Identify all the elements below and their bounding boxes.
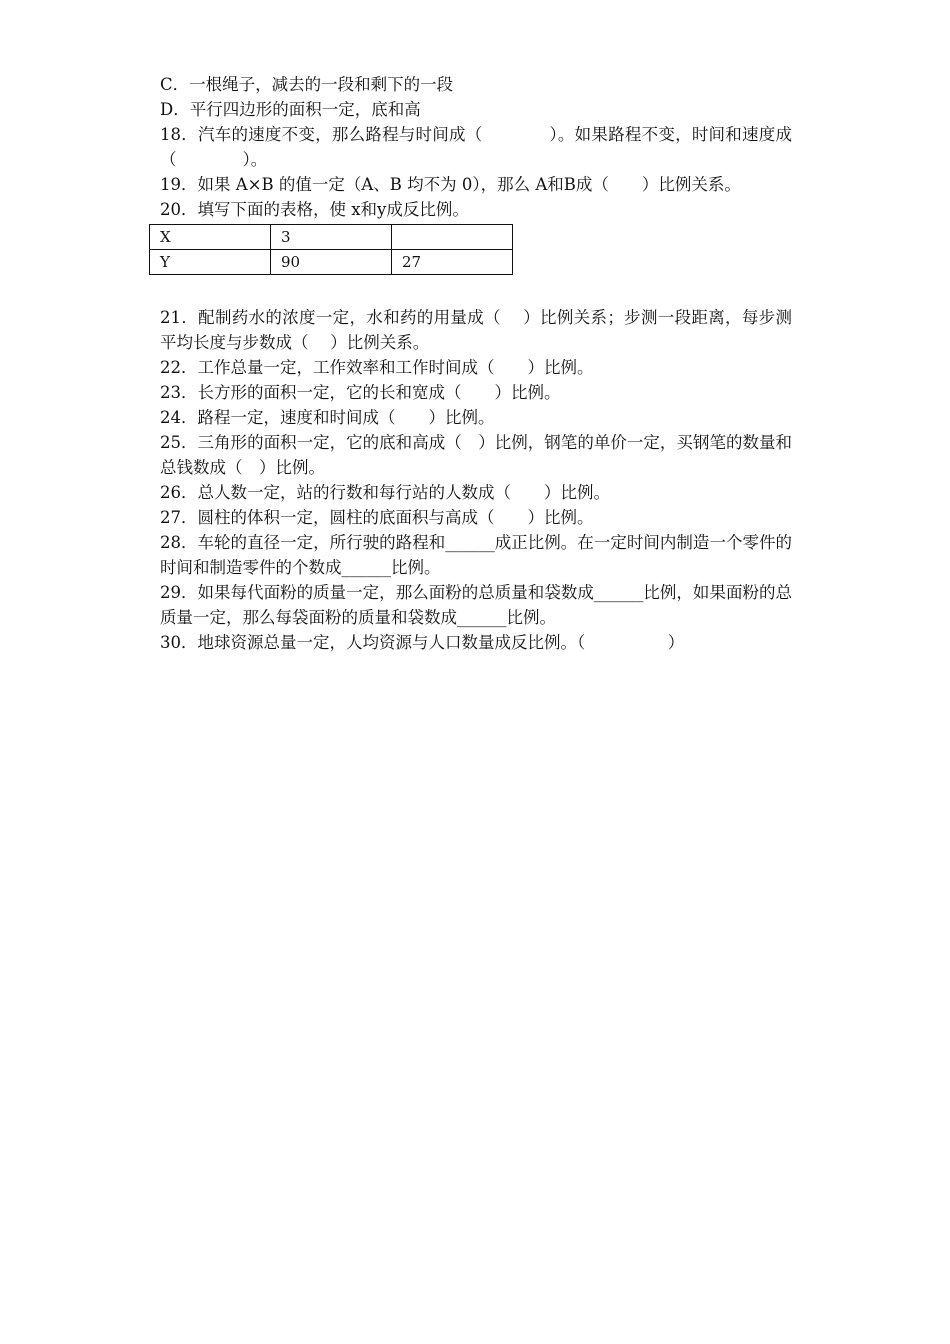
question-30: 30．地球资源总量一定，人均资源与人口数量成反比例。（ ） bbox=[160, 633, 685, 652]
question-26: 26．总人数一定，站的行数和每行站的人数成（ ）比例。 bbox=[160, 483, 610, 502]
question-23: 23．长方形的面积一定，它的长和宽成（ ）比例。 bbox=[160, 383, 561, 402]
table-cell bbox=[392, 225, 513, 250]
question-28: 28．车轮的直径一定，所行驶的路程和______成正比例。在一定时间内制造一个零件的时间和制造零件的个数成______比例。 bbox=[160, 533, 792, 577]
question-18: 18．汽车的速度不变，那么路程与时间成（ ）。如果路程不变，时间和速度成（ ）。 bbox=[160, 125, 792, 169]
question-25: 25．三角形的面积一定，它的底和高成（ ）比例，钢笔的单价一定，买钢笔的数量和总钱数成（ ）比例。 bbox=[160, 433, 792, 477]
question-27: 27．圆柱的体积一定，圆柱的底面积与高成（ ）比例。 bbox=[160, 508, 594, 527]
table-row bbox=[150, 250, 513, 275]
table-row bbox=[150, 225, 513, 250]
question-29: 29．如果每代面粉的质量一定，那么面粉的总质量和袋数成______比例，如果面粉的总质量一定，那么每袋面粉的质量和袋数成______比例。 bbox=[160, 583, 792, 627]
table-cell: 90 bbox=[271, 250, 392, 275]
table-cell: 27 bbox=[392, 250, 513, 275]
xy-table bbox=[149, 224, 513, 275]
table-cell: X bbox=[150, 225, 271, 250]
question-20: 20．填写下面的表格，使 x和y成反比例。 bbox=[160, 200, 469, 219]
question-22: 22．工作总量一定，工作效率和工作时间成（ ）比例。 bbox=[160, 358, 594, 377]
table-cell: 3 bbox=[271, 225, 392, 250]
question-list bbox=[160, 72, 792, 655]
question-24: 24．路程一定，速度和时间成（ ）比例。 bbox=[160, 408, 495, 427]
table-cell: Y bbox=[150, 250, 271, 275]
option-c: C．一根绳子，减去的一段和剩下的一段 bbox=[160, 75, 454, 94]
question-19: 19．如果 A×B 的值一定（A、B 均不为 0），那么 A和B成（ ）比例关系。 bbox=[160, 175, 741, 194]
option-d: D．平行四边形的面积一定，底和高 bbox=[160, 100, 421, 119]
question-21: 21．配制药水的浓度一定，水和药的用量成（ ）比例关系；步测一段距离，每步测平均长度与步数成（ ）比例关系。 bbox=[160, 308, 792, 352]
